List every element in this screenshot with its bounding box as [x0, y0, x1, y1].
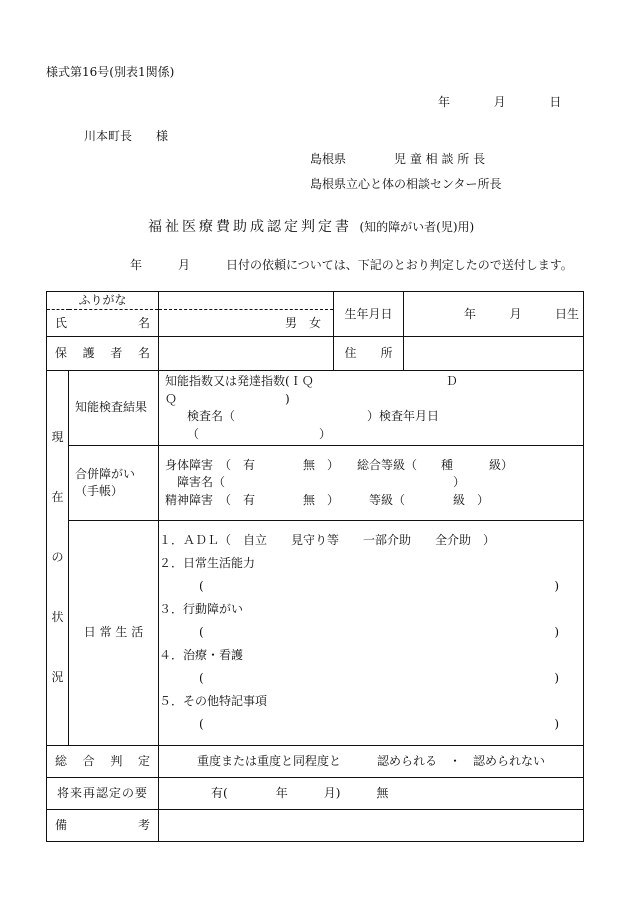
paren-open: (	[199, 717, 204, 732]
guardian-field[interactable]	[159, 337, 334, 371]
judgement-char-2: 合	[82, 753, 95, 768]
comorbid-field[interactable]	[159, 445, 584, 520]
address-field[interactable]	[404, 337, 584, 371]
sender-line-2: 島根県立心と体の相談センター所長	[310, 177, 502, 191]
dob-year: 年	[464, 306, 477, 321]
addressee: 川本町長 様	[84, 129, 169, 143]
intro-text: 年 月 日付の依頼については、下記のとおり判定したので送付します。	[130, 258, 573, 272]
iq-label: 知能検査結果	[69, 371, 159, 446]
furigana-label: ふりがな	[47, 292, 159, 310]
issue-date	[438, 96, 561, 108]
paren-close: )	[554, 579, 560, 594]
status-char-4: 状	[51, 610, 64, 625]
recert-label: 将来再認定の要	[47, 777, 159, 809]
paren-close: )	[554, 671, 560, 686]
recert-field[interactable]: 有( 年 月) 無	[159, 777, 584, 809]
status-char-3: の	[51, 550, 64, 565]
paren-open: (	[199, 671, 204, 686]
treatment-title: ４．治療・看護	[159, 648, 244, 663]
judgement-field[interactable]: 重度または重度と同程度と 認められる ・ 認められない	[159, 745, 584, 777]
guardian-char-3: 者	[110, 346, 123, 361]
daily-life-label: 日 常 生 活	[69, 520, 159, 745]
status-label	[47, 371, 69, 746]
name-label	[47, 310, 159, 337]
adl-line: １．ＡＤＬ（ 自立 見守り等 一部介助 全介助 ）	[159, 533, 496, 548]
dob-day: 日生	[554, 306, 579, 321]
dob-field[interactable]	[404, 292, 584, 337]
judgement-table	[46, 291, 584, 842]
remarks-field[interactable]	[159, 809, 584, 841]
other-notes-field[interactable]	[159, 713, 583, 736]
furigana-field[interactable]	[159, 292, 334, 310]
title-main: 福祉医療費助成認定判定書	[148, 219, 352, 235]
other-notes-title: ５．その他特記事項	[159, 694, 268, 709]
daily-life-field[interactable]	[159, 520, 584, 745]
name-char-1: 氏	[55, 315, 68, 330]
physical-line: 身体障害 （ 有 無 ） 総合等級（ 種 級）	[165, 457, 514, 472]
address-label: 住 所	[334, 337, 404, 371]
sender-line-1: 島根県 児 童 相 談 所 長	[310, 152, 486, 166]
mental-line: 精神障害 （ 有 無 ） 等級（ 級 ）	[165, 492, 490, 507]
document-title	[148, 220, 474, 234]
date-day: 日	[549, 95, 562, 109]
daily-ability-title: ２．日常生活能力	[159, 556, 256, 571]
paren-close: )	[554, 625, 560, 640]
comorbid-label	[69, 445, 159, 520]
name-char-2: 名	[138, 315, 151, 330]
date-year: 年	[438, 95, 451, 109]
title-sub: (知的障がい者(児)用)	[359, 220, 475, 234]
status-char-5: 況	[51, 670, 64, 685]
judgement-char-1: 総	[55, 753, 68, 768]
form-number: 様式第16号(別表1関係)	[46, 65, 175, 79]
remarks-char-2: 考	[138, 817, 151, 832]
treatment-field[interactable]	[159, 667, 583, 690]
behavior-title: ３．行動障がい	[159, 602, 244, 617]
guardian-char-4: 名	[137, 346, 150, 361]
iq-line-2: 検査名（ ）検査年月日（ ）	[187, 409, 440, 441]
behavior-field[interactable]	[159, 621, 583, 644]
status-char-1: 現	[51, 430, 64, 445]
iq-line-1: 知能指数又は発達指数(ＩＱ ＤＱ )	[165, 374, 458, 406]
daily-ability-field[interactable]	[159, 575, 583, 598]
disability-name-line: 障害名（ ）	[177, 475, 466, 490]
sex-options[interactable]: 男 女	[285, 315, 322, 330]
judgement-char-3: 判	[110, 753, 123, 768]
date-month: 月	[493, 95, 506, 109]
paren-open: (	[199, 625, 204, 640]
dob-label: 生年月日	[334, 292, 404, 337]
guardian-label	[47, 337, 159, 371]
guardian-char-2: 護	[82, 346, 95, 361]
remarks-label	[47, 809, 159, 841]
paren-open: (	[199, 579, 204, 594]
name-field[interactable]	[159, 310, 334, 337]
comorbid-label-2: （手帳）	[75, 483, 124, 498]
dob-month: 月	[509, 306, 522, 321]
iq-field[interactable]	[159, 371, 584, 446]
paren-close: )	[554, 717, 560, 732]
remarks-char-1: 備	[55, 817, 68, 832]
judgement-char-4: 定	[137, 753, 150, 768]
status-char-2: 在	[51, 490, 64, 505]
judgement-label	[47, 745, 159, 777]
comorbid-label-1: 合併障がい	[75, 466, 136, 481]
guardian-char-1: 保	[55, 346, 68, 361]
